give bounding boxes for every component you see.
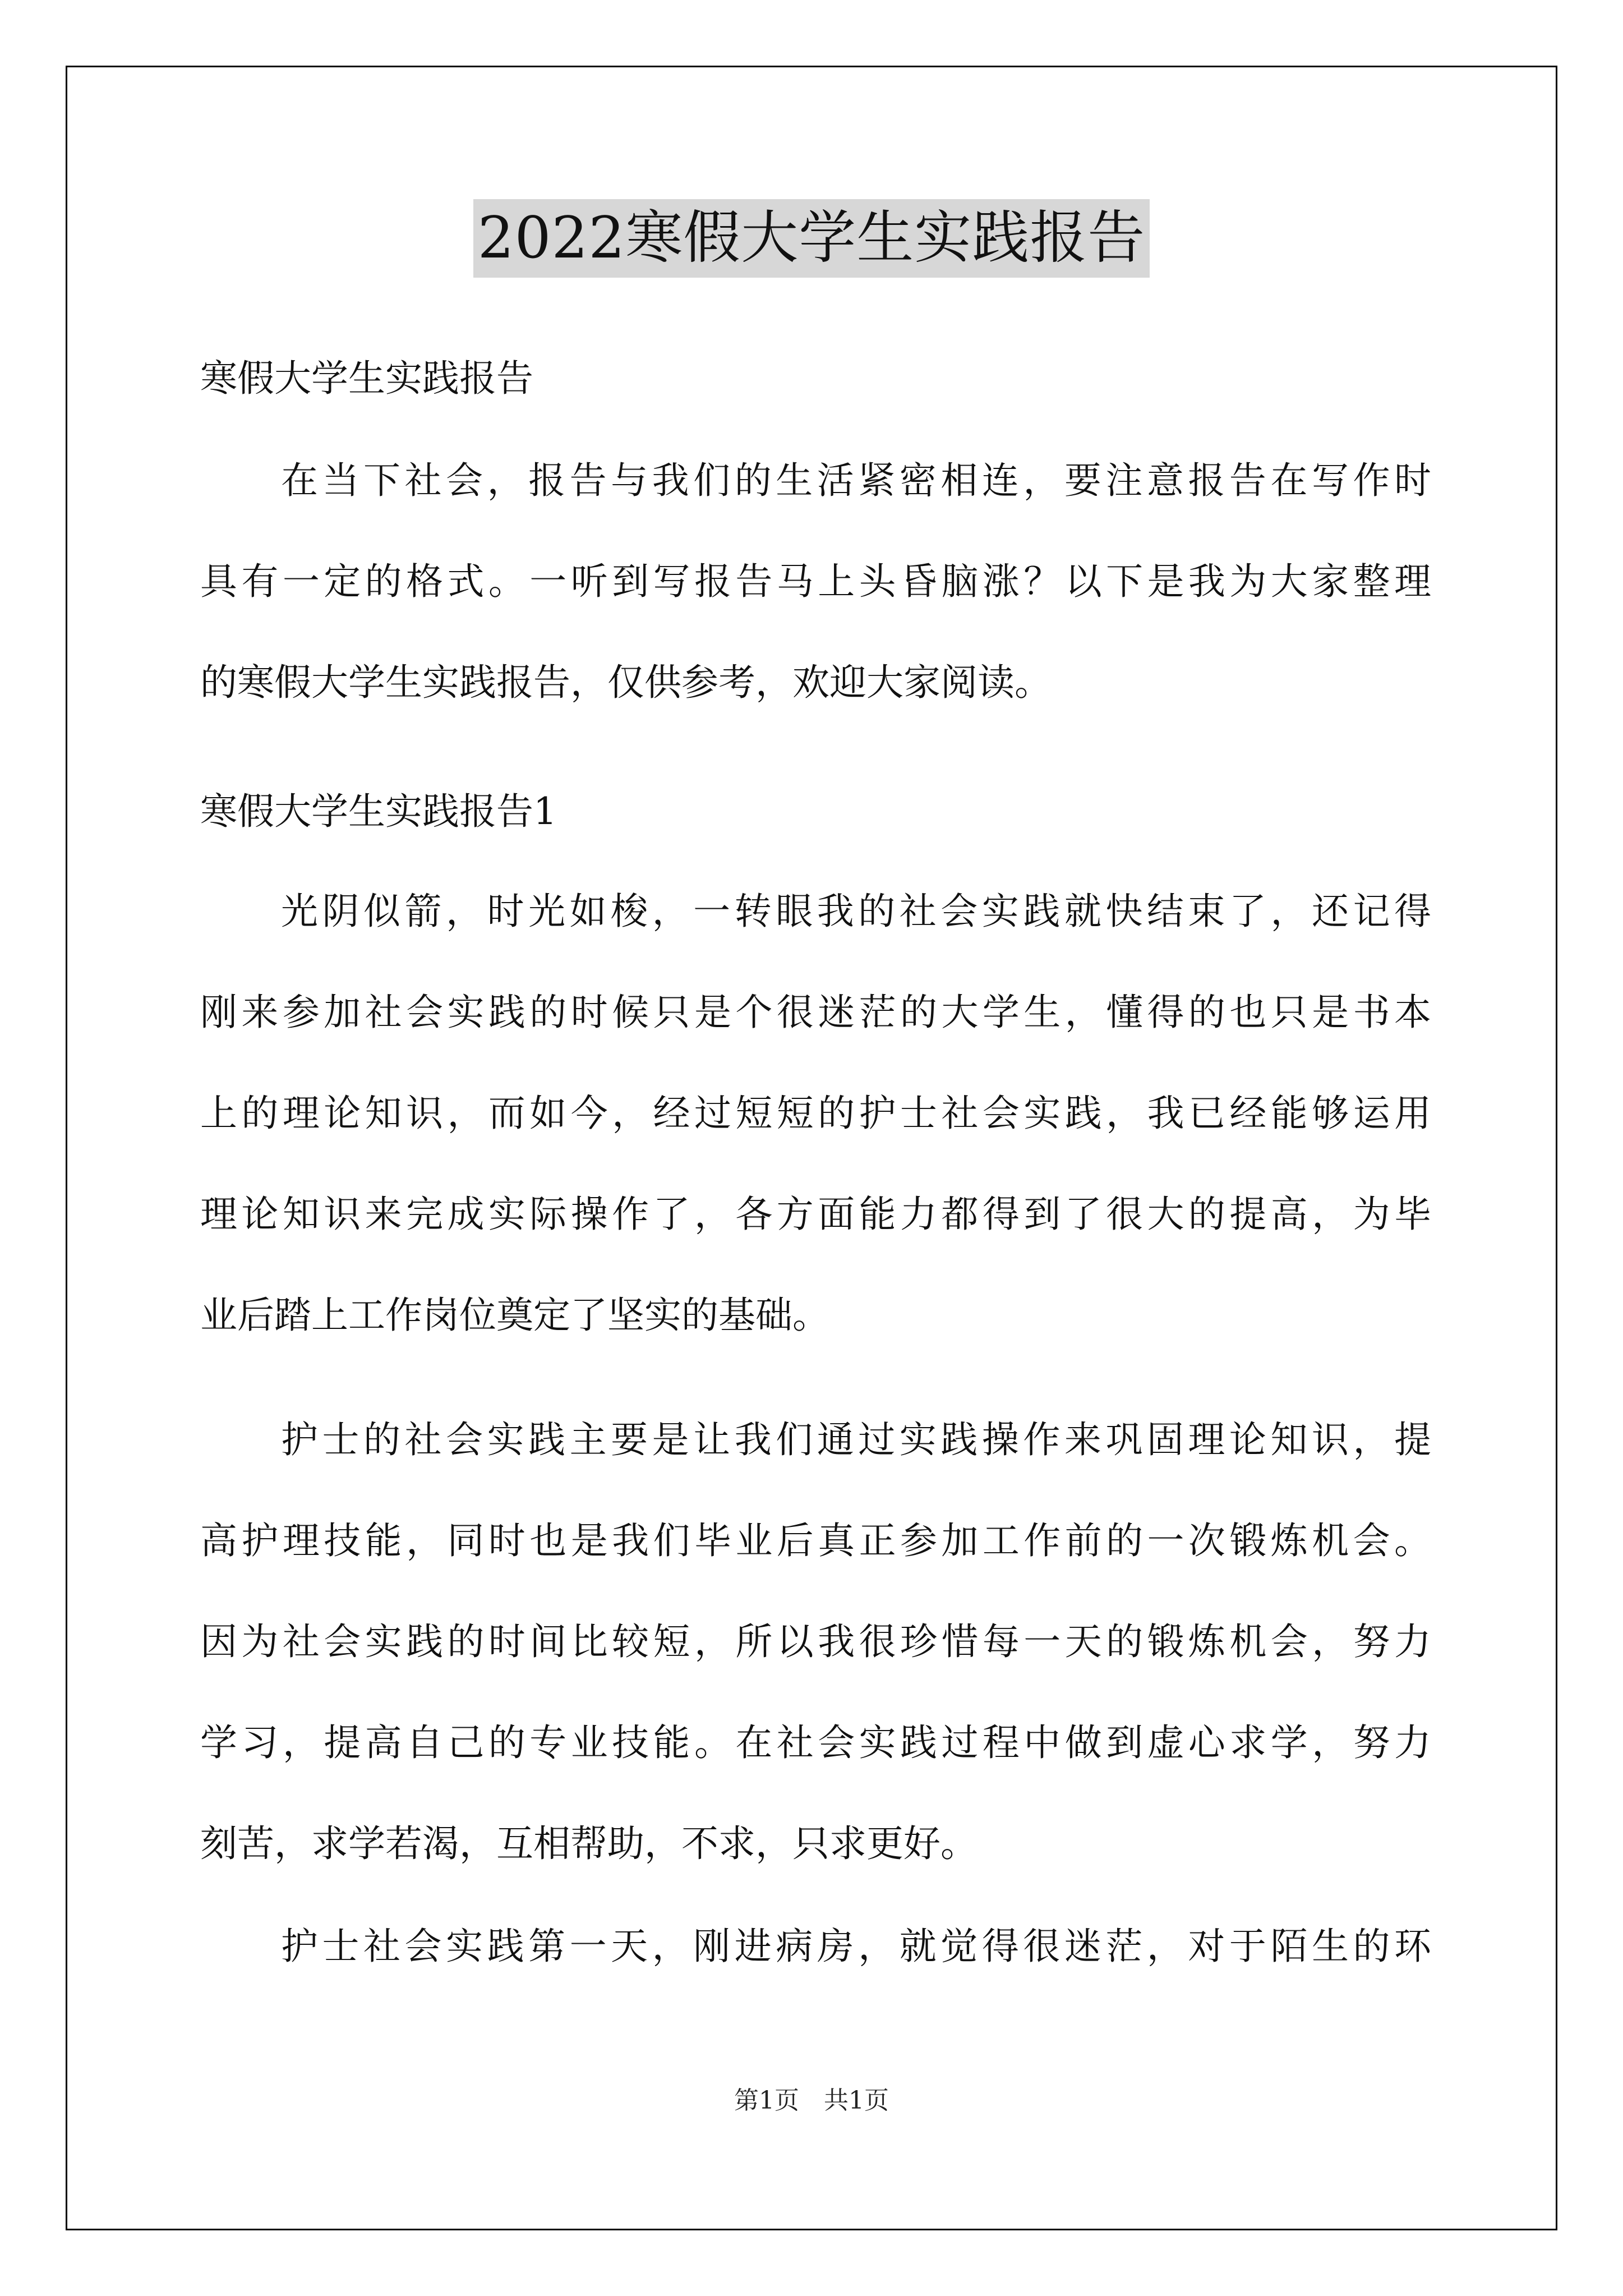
document-title: 2022寒假大学生实践报告	[473, 199, 1150, 278]
paragraph-line: 刚来参加社会实践的时候只是个很迷茫的大学生，懂得的也只是书本	[200, 991, 1431, 1034]
paragraph-line: 学习，提高自己的专业技能。在社会实践过程中做到虚心求学，努力	[200, 1721, 1431, 1764]
paragraph-line: 光阴似箭，时光如梭，一转眼我的社会实践就快结束了，还记得	[281, 890, 1431, 933]
paragraph-line: 护士社会实践第一天，刚进病房，就觉得很迷茫，对于陌生的环	[281, 1925, 1431, 1968]
paragraph-line: 高护理技能，同时也是我们毕业后真正参加工作前的一次锻炼机会。	[200, 1519, 1431, 1562]
paragraph-line: 理论知识来完成实际操作了，各方面能力都得到了很大的提高，为毕	[200, 1193, 1431, 1236]
paragraph-line: 业后踏上工作岗位奠定了坚实的基础。	[200, 1294, 829, 1337]
intro-line: 具有一定的格式。一听到写报告马上头昏脑涨？以下是我为大家整理	[200, 560, 1431, 603]
title-container	[0, 199, 1623, 278]
section-heading: 寒假大学生实践报告1	[200, 790, 557, 833]
intro-line: 在当下社会，报告与我们的生活紧密相连，要注意报告在写作时	[281, 459, 1431, 502]
document-subtitle: 寒假大学生实践报告	[200, 357, 533, 400]
intro-line: 的寒假大学生实践报告，仅供参考，欢迎大家阅读。	[200, 661, 1052, 704]
page-number-footer: 第1页 共1页	[734, 2086, 889, 2115]
paragraph-line: 上的理论知识，而如今，经过短短的护士社会实践，我已经能够运用	[200, 1092, 1431, 1135]
paragraph-line: 护士的社会实践主要是让我们通过实践操作来巩固理论知识，提	[281, 1418, 1431, 1461]
paragraph-line: 刻苦，求学若渴，互相帮助，不求，只求更好。	[200, 1822, 978, 1865]
paragraph-line: 因为社会实践的时间比较短，所以我很珍惜每一天的锻炼机会，努力	[200, 1620, 1431, 1663]
